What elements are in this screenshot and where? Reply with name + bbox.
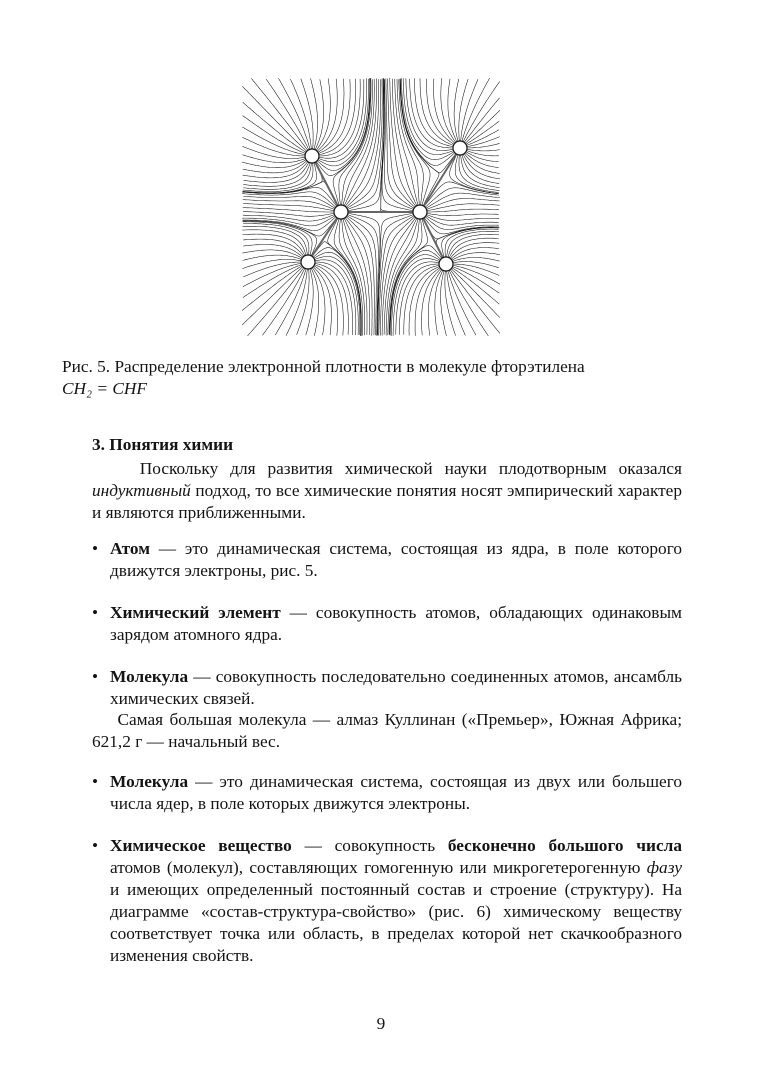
field-line (422, 269, 441, 336)
field-line (381, 78, 413, 212)
atom-nucleus (301, 255, 315, 269)
field-line (313, 267, 331, 335)
atom-nucleus (305, 149, 319, 163)
caption-formula: CH₂ = CHF (62, 379, 147, 398)
field-line (243, 262, 301, 277)
field-line (242, 192, 336, 207)
field-line (242, 160, 306, 168)
field-line (466, 152, 499, 162)
list-item (92, 666, 682, 710)
field-line (452, 268, 499, 305)
term: Молекула (110, 772, 189, 791)
field-line (243, 239, 304, 256)
field-line (311, 78, 318, 149)
definition-bold: бесконечно большого числа (447, 836, 682, 855)
field-line (450, 270, 500, 334)
field-line (316, 79, 330, 151)
field-line (410, 79, 453, 148)
list-item (92, 835, 682, 967)
field-line (306, 269, 313, 336)
term: Молекула (110, 667, 189, 686)
field-line (315, 256, 359, 335)
field-line (317, 78, 369, 171)
atom-nucleus (439, 257, 453, 271)
field-line (279, 78, 311, 149)
field-line (434, 79, 455, 144)
field-line (403, 78, 453, 154)
field-line (243, 162, 309, 182)
field-line (454, 79, 459, 141)
field-line (449, 270, 488, 336)
field-line (461, 79, 478, 141)
term: Химический элемент (110, 603, 281, 622)
field-line (447, 271, 466, 336)
field-lines (242, 78, 500, 336)
field-line (453, 265, 500, 284)
field-line (426, 216, 499, 226)
concept-list (92, 538, 682, 730)
bullet-icon: • (92, 667, 99, 686)
field-line (243, 182, 338, 206)
definition: — это динамическая система, состоящая из двух или большего числа ядер, в поле которых движутся электроны. (110, 772, 682, 813)
field-line (395, 79, 418, 205)
field-line (315, 262, 353, 335)
field-line (242, 267, 303, 325)
field-line (390, 246, 442, 336)
atom-nucleus (334, 205, 348, 219)
intro-paragraph (92, 458, 682, 524)
diamond-text: Самая большая молекула — алмаз Куллинан («Премьер», Южная Африка; 621,2 г — начальный вес. (92, 710, 683, 751)
list-item (92, 602, 682, 646)
field-line (427, 79, 455, 145)
field-line (243, 226, 308, 255)
field-line (441, 271, 447, 336)
page-number: 9 (376, 1014, 386, 1033)
field-line (448, 234, 499, 257)
field-line (389, 219, 422, 335)
electron-density-figure (242, 78, 500, 336)
bond-line (420, 148, 460, 212)
field-line (243, 265, 302, 298)
bullet-icon: • (92, 836, 99, 855)
definition-part: и имеющих определенный постоянный состав и строение (структуру). На диаграмме «состав-структура-свойство» (рис. 6) химическому веществу соответствует точка или область, в пределах которой нет скачкообразного изменения свойств. (110, 880, 682, 965)
caption-text: Рис. 5. Распределение электронной плотности в молекуле фторэтилена (62, 357, 585, 376)
field-line (317, 79, 337, 151)
field-line (427, 215, 500, 221)
definition-emphasis: фазу (646, 858, 682, 877)
field-line (400, 79, 430, 206)
field-line (243, 263, 301, 286)
field-line (464, 98, 499, 143)
field-line (243, 196, 335, 208)
bullet-icon: • (92, 603, 99, 622)
field-line (344, 79, 376, 206)
field-line (450, 243, 499, 259)
field-line (435, 270, 443, 335)
field-line (467, 151, 499, 156)
field-line (406, 78, 453, 150)
field-line (345, 218, 372, 336)
term: Атом (110, 539, 150, 558)
figure-caption (62, 356, 682, 400)
field-line (243, 161, 307, 173)
definition: — совокупность атомов, обладающих одинаковым зарядом атомного ядра. (110, 603, 682, 644)
field-line (427, 213, 499, 215)
definition-part: атомов (молекул), составляющих гомогенную или микрогетерогенную (110, 858, 647, 877)
section-heading: 3. Понятия химии (92, 435, 234, 454)
field-line (275, 269, 306, 335)
field-lines-plot (242, 78, 500, 336)
term: Химическое вещество (110, 836, 292, 855)
field-line (466, 121, 499, 144)
field-line (453, 258, 500, 262)
atom-nucleus (413, 205, 427, 219)
field-line (426, 193, 500, 208)
list-item (92, 538, 682, 582)
definition-part: — совокупность (291, 836, 448, 855)
field-line (242, 259, 301, 268)
field-line (266, 79, 309, 150)
field-line (467, 149, 500, 151)
field-line (312, 241, 361, 335)
field-line (462, 155, 499, 184)
list-item (92, 771, 682, 815)
field-line (463, 154, 500, 179)
atom-nucleus (453, 141, 467, 155)
diamond-paragraph (92, 709, 682, 753)
field-line (286, 269, 307, 336)
field-line (316, 79, 370, 176)
field-line (427, 209, 499, 212)
field-line (462, 78, 490, 141)
field-line (248, 268, 304, 336)
field-line (399, 264, 439, 335)
definition: — это динамическая система, состоящая из ядра, в поле которого движутся электроны, рис. 5. (110, 539, 682, 580)
bullet-icon: • (92, 772, 99, 791)
field-line (451, 269, 500, 318)
field-line (242, 155, 305, 163)
field-line (242, 137, 305, 156)
field-line (251, 78, 307, 150)
definition-list (92, 771, 682, 987)
bullet-icon: • (92, 539, 99, 558)
definition: — совокупность последовательно соединенных атомов, ансамбль химических связей. (110, 667, 682, 708)
intro-text-b: подход, то все химические понятия носят эмпирический характер и являются приближенными. (92, 481, 682, 522)
field-line (243, 102, 306, 152)
field-line (445, 271, 456, 336)
field-line (455, 155, 499, 193)
intro-emphasis: индуктивный (92, 481, 191, 500)
intro-text-a: Поскольку для развития химической науки плодотворным оказался (139, 459, 683, 478)
